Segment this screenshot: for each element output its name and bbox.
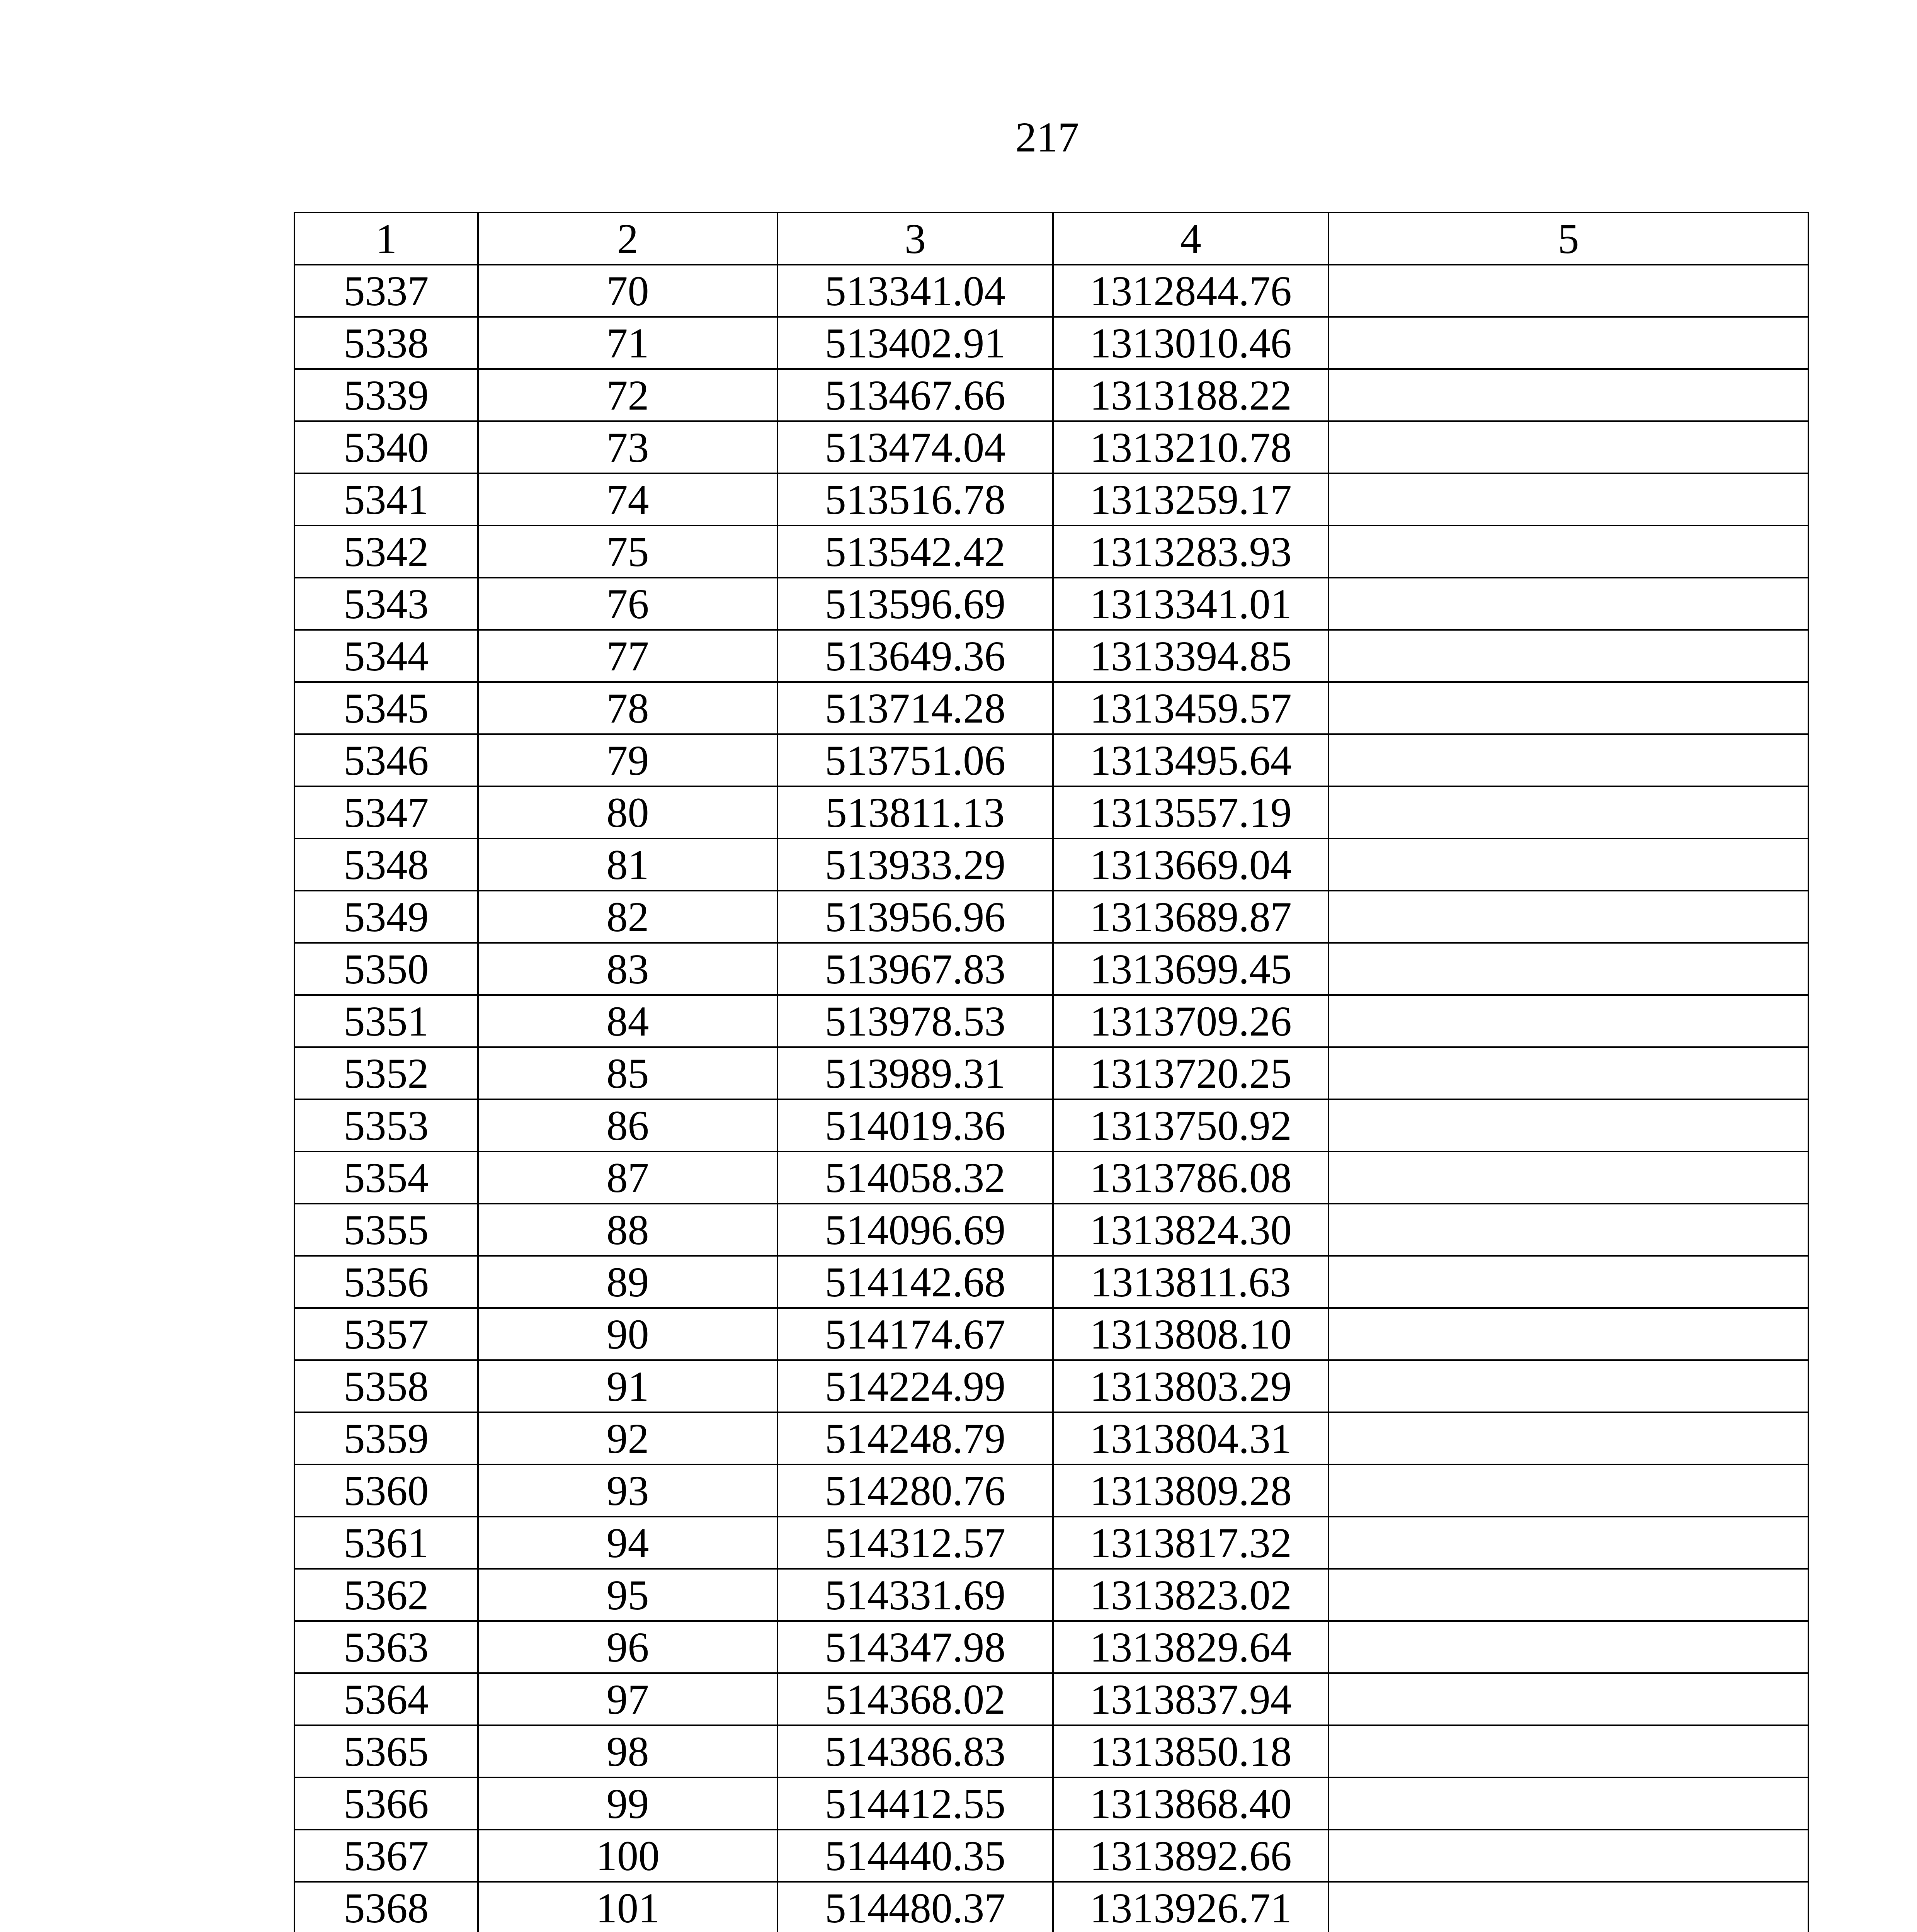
table-cell-col-5 bbox=[1328, 1777, 1808, 1830]
table-cell-col-3: 513967.83 bbox=[777, 943, 1053, 995]
table-cell-col-4: 1313808.10 bbox=[1053, 1308, 1328, 1360]
table-cell-col-2: 74 bbox=[478, 473, 777, 526]
table-cell-col-2: 95 bbox=[478, 1569, 777, 1621]
header-cell-2: 2 bbox=[478, 213, 777, 265]
table-cell-col-4: 1313804.31 bbox=[1053, 1412, 1328, 1464]
table-cell-col-3: 513956.96 bbox=[777, 891, 1053, 943]
table-header-row bbox=[294, 213, 1808, 265]
table-cell-col-3: 513402.91 bbox=[777, 317, 1053, 369]
table-cell-col-5 bbox=[1328, 1151, 1808, 1204]
table-cell-col-1: 5348 bbox=[294, 838, 478, 891]
table-cell-col-3: 514331.69 bbox=[777, 1569, 1053, 1621]
table-cell-col-5 bbox=[1328, 473, 1808, 526]
table-row bbox=[294, 1517, 1808, 1569]
table-cell-col-5 bbox=[1328, 630, 1808, 682]
header-cell-3: 3 bbox=[777, 213, 1053, 265]
table-cell-col-2: 97 bbox=[478, 1673, 777, 1725]
table-cell-col-3: 513978.53 bbox=[777, 995, 1053, 1047]
table-body bbox=[294, 265, 1808, 1932]
table-cell-col-3: 514480.37 bbox=[777, 1882, 1053, 1932]
table-cell-col-4: 1313750.92 bbox=[1053, 1099, 1328, 1151]
table-cell-col-2: 101 bbox=[478, 1882, 777, 1932]
table-cell-col-1: 5342 bbox=[294, 526, 478, 578]
table-cell-col-2: 100 bbox=[478, 1830, 777, 1882]
table-cell-col-5 bbox=[1328, 1360, 1808, 1412]
table-cell-col-3: 513649.36 bbox=[777, 630, 1053, 682]
table-cell-col-4: 1313811.63 bbox=[1053, 1256, 1328, 1308]
table-cell-col-3: 513751.06 bbox=[777, 734, 1053, 786]
table-cell-col-5 bbox=[1328, 1308, 1808, 1360]
table-cell-col-5 bbox=[1328, 265, 1808, 317]
table-row bbox=[294, 1099, 1808, 1151]
table-cell-col-4: 1313868.40 bbox=[1053, 1777, 1328, 1830]
table-cell-col-4: 1313803.29 bbox=[1053, 1360, 1328, 1412]
table-cell-col-1: 5351 bbox=[294, 995, 478, 1047]
table-row bbox=[294, 995, 1808, 1047]
table-cell-col-2: 99 bbox=[478, 1777, 777, 1830]
table-cell-col-5 bbox=[1328, 526, 1808, 578]
table-cell-col-1: 5361 bbox=[294, 1517, 478, 1569]
table-cell-col-1: 5366 bbox=[294, 1777, 478, 1830]
table-cell-col-5 bbox=[1328, 369, 1808, 421]
table-row bbox=[294, 578, 1808, 630]
table-row bbox=[294, 786, 1808, 838]
table-cell-col-4: 1313188.22 bbox=[1053, 369, 1328, 421]
table-cell-col-5 bbox=[1328, 1673, 1808, 1725]
table-cell-col-4: 1313850.18 bbox=[1053, 1725, 1328, 1777]
table-cell-col-3: 514368.02 bbox=[777, 1673, 1053, 1725]
table-cell-col-3: 514248.79 bbox=[777, 1412, 1053, 1464]
table-cell-col-1: 5363 bbox=[294, 1621, 478, 1673]
table-cell-col-5 bbox=[1328, 317, 1808, 369]
table-row bbox=[294, 1725, 1808, 1777]
table-row bbox=[294, 1621, 1808, 1673]
table-cell-col-4: 1313210.78 bbox=[1053, 421, 1328, 473]
table-row bbox=[294, 1047, 1808, 1099]
table-row bbox=[294, 1882, 1808, 1932]
table-cell-col-1: 5357 bbox=[294, 1308, 478, 1360]
table-row bbox=[294, 1360, 1808, 1412]
table-cell-col-5 bbox=[1328, 1099, 1808, 1151]
table-cell-col-2: 96 bbox=[478, 1621, 777, 1673]
table-cell-col-3: 513811.13 bbox=[777, 786, 1053, 838]
table-row bbox=[294, 630, 1808, 682]
table-cell-col-2: 79 bbox=[478, 734, 777, 786]
table-cell-col-3: 514058.32 bbox=[777, 1151, 1053, 1204]
table-cell-col-5 bbox=[1328, 1204, 1808, 1256]
table-cell-col-5 bbox=[1328, 682, 1808, 734]
table-row bbox=[294, 1830, 1808, 1882]
table-cell-col-3: 514096.69 bbox=[777, 1204, 1053, 1256]
table-cell-col-1: 5346 bbox=[294, 734, 478, 786]
header-cell-5: 5 bbox=[1328, 213, 1808, 265]
table-cell-col-4: 1313495.64 bbox=[1053, 734, 1328, 786]
table-cell-col-5 bbox=[1328, 1569, 1808, 1621]
table-cell-col-4: 1313720.25 bbox=[1053, 1047, 1328, 1099]
table-cell-col-2: 71 bbox=[478, 317, 777, 369]
table-cell-col-3: 514174.67 bbox=[777, 1308, 1053, 1360]
table-row bbox=[294, 1464, 1808, 1517]
table-cell-col-4: 1312844.76 bbox=[1053, 265, 1328, 317]
table-cell-col-1: 5353 bbox=[294, 1099, 478, 1151]
table-cell-col-2: 91 bbox=[478, 1360, 777, 1412]
table-cell-col-3: 513474.04 bbox=[777, 421, 1053, 473]
table-cell-col-4: 1313341.01 bbox=[1053, 578, 1328, 630]
table-cell-col-2: 80 bbox=[478, 786, 777, 838]
table-row bbox=[294, 1151, 1808, 1204]
table-cell-col-4: 1313283.93 bbox=[1053, 526, 1328, 578]
table-cell-col-1: 5360 bbox=[294, 1464, 478, 1517]
table-cell-col-4: 1313926.71 bbox=[1053, 1882, 1328, 1932]
table-row bbox=[294, 1777, 1808, 1830]
table-cell-col-4: 1313829.64 bbox=[1053, 1621, 1328, 1673]
table-cell-col-3: 513989.31 bbox=[777, 1047, 1053, 1099]
table-cell-col-5 bbox=[1328, 734, 1808, 786]
table-cell-col-2: 85 bbox=[478, 1047, 777, 1099]
table-cell-col-5 bbox=[1328, 1256, 1808, 1308]
table-cell-col-4: 1313823.02 bbox=[1053, 1569, 1328, 1621]
table-cell-col-5 bbox=[1328, 891, 1808, 943]
table-cell-col-5 bbox=[1328, 1517, 1808, 1569]
table-cell-col-2: 75 bbox=[478, 526, 777, 578]
table-cell-col-4: 1313699.45 bbox=[1053, 943, 1328, 995]
table-cell-col-2: 86 bbox=[478, 1099, 777, 1151]
table-cell-col-1: 5343 bbox=[294, 578, 478, 630]
table-cell-col-4: 1313689.87 bbox=[1053, 891, 1328, 943]
table-cell-col-2: 98 bbox=[478, 1725, 777, 1777]
table-cell-col-2: 84 bbox=[478, 995, 777, 1047]
table-row bbox=[294, 838, 1808, 891]
table-cell-col-1: 5341 bbox=[294, 473, 478, 526]
table-row bbox=[294, 1673, 1808, 1725]
table-cell-col-4: 1313824.30 bbox=[1053, 1204, 1328, 1256]
table-cell-col-3: 514440.35 bbox=[777, 1830, 1053, 1882]
table-cell-col-3: 513516.78 bbox=[777, 473, 1053, 526]
table-cell-col-4: 1313809.28 bbox=[1053, 1464, 1328, 1517]
table-cell-col-2: 92 bbox=[478, 1412, 777, 1464]
table-cell-col-2: 83 bbox=[478, 943, 777, 995]
table-row bbox=[294, 1412, 1808, 1464]
table-cell-col-3: 514224.99 bbox=[777, 1360, 1053, 1412]
table-cell-col-3: 513714.28 bbox=[777, 682, 1053, 734]
table-cell-col-4: 1313010.46 bbox=[1053, 317, 1328, 369]
table-row bbox=[294, 317, 1808, 369]
header-cell-1: 1 bbox=[294, 213, 478, 265]
table-row bbox=[294, 1256, 1808, 1308]
table-cell-col-4: 1313669.04 bbox=[1053, 838, 1328, 891]
table-cell-col-1: 5355 bbox=[294, 1204, 478, 1256]
coordinates-table bbox=[294, 212, 1809, 1932]
table-cell-col-1: 5354 bbox=[294, 1151, 478, 1204]
table-cell-col-4: 1313557.19 bbox=[1053, 786, 1328, 838]
table-cell-col-4: 1313709.26 bbox=[1053, 995, 1328, 1047]
table-cell-col-3: 513542.42 bbox=[777, 526, 1053, 578]
table-cell-col-4: 1313817.32 bbox=[1053, 1517, 1328, 1569]
table-cell-col-4: 1313394.85 bbox=[1053, 630, 1328, 682]
table-cell-col-1: 5362 bbox=[294, 1569, 478, 1621]
table-cell-col-1: 5352 bbox=[294, 1047, 478, 1099]
table-row bbox=[294, 734, 1808, 786]
table-cell-col-2: 78 bbox=[478, 682, 777, 734]
table-cell-col-5 bbox=[1328, 1621, 1808, 1673]
table-cell-col-4: 1313459.57 bbox=[1053, 682, 1328, 734]
table-cell-col-1: 5347 bbox=[294, 786, 478, 838]
table-cell-col-4: 1313786.08 bbox=[1053, 1151, 1328, 1204]
table-row bbox=[294, 421, 1808, 473]
table-cell-col-3: 514386.83 bbox=[777, 1725, 1053, 1777]
table-row bbox=[294, 265, 1808, 317]
table-cell-col-2: 72 bbox=[478, 369, 777, 421]
table-cell-col-5 bbox=[1328, 1412, 1808, 1464]
table-cell-col-4: 1313837.94 bbox=[1053, 1673, 1328, 1725]
table-cell-col-3: 513341.04 bbox=[777, 265, 1053, 317]
table-cell-col-1: 5368 bbox=[294, 1882, 478, 1932]
table-cell-col-3: 514280.76 bbox=[777, 1464, 1053, 1517]
table-cell-col-3: 514142.68 bbox=[777, 1256, 1053, 1308]
table-cell-col-5 bbox=[1328, 1047, 1808, 1099]
table-row bbox=[294, 943, 1808, 995]
table-cell-col-1: 5339 bbox=[294, 369, 478, 421]
table-cell-col-3: 514312.57 bbox=[777, 1517, 1053, 1569]
table-cell-col-5 bbox=[1328, 943, 1808, 995]
table-cell-col-5 bbox=[1328, 1725, 1808, 1777]
table-cell-col-3: 513933.29 bbox=[777, 838, 1053, 891]
table-cell-col-1: 5365 bbox=[294, 1725, 478, 1777]
table-cell-col-2: 93 bbox=[478, 1464, 777, 1517]
table-cell-col-1: 5344 bbox=[294, 630, 478, 682]
table-cell-col-3: 514347.98 bbox=[777, 1621, 1053, 1673]
table-cell-col-2: 82 bbox=[478, 891, 777, 943]
table-cell-col-1: 5367 bbox=[294, 1830, 478, 1882]
table-cell-col-1: 5350 bbox=[294, 943, 478, 995]
table-row bbox=[294, 1308, 1808, 1360]
page-number: 217 bbox=[1015, 114, 1079, 161]
table-cell-col-5 bbox=[1328, 578, 1808, 630]
table-cell-col-2: 88 bbox=[478, 1204, 777, 1256]
table-cell-col-1: 5358 bbox=[294, 1360, 478, 1412]
table-row bbox=[294, 1204, 1808, 1256]
table-cell-col-2: 73 bbox=[478, 421, 777, 473]
table-row bbox=[294, 526, 1808, 578]
table-cell-col-1: 5356 bbox=[294, 1256, 478, 1308]
table-cell-col-1: 5349 bbox=[294, 891, 478, 943]
table-cell-col-5 bbox=[1328, 786, 1808, 838]
table-cell-col-5 bbox=[1328, 838, 1808, 891]
table-cell-col-5 bbox=[1328, 1882, 1808, 1932]
table-cell-col-1: 5338 bbox=[294, 317, 478, 369]
table-cell-col-5 bbox=[1328, 995, 1808, 1047]
table-cell-col-4: 1313892.66 bbox=[1053, 1830, 1328, 1882]
table-cell-col-5 bbox=[1328, 1464, 1808, 1517]
table-cell-col-2: 70 bbox=[478, 265, 777, 317]
table-cell-col-2: 81 bbox=[478, 838, 777, 891]
table-cell-col-1: 5364 bbox=[294, 1673, 478, 1725]
table-cell-col-5 bbox=[1328, 421, 1808, 473]
table-row bbox=[294, 369, 1808, 421]
table-cell-col-2: 94 bbox=[478, 1517, 777, 1569]
table-cell-col-3: 513596.69 bbox=[777, 578, 1053, 630]
table-row bbox=[294, 1569, 1808, 1621]
table-row bbox=[294, 473, 1808, 526]
table-cell-col-2: 90 bbox=[478, 1308, 777, 1360]
table-cell-col-3: 514412.55 bbox=[777, 1777, 1053, 1830]
table-cell-col-3: 514019.36 bbox=[777, 1099, 1053, 1151]
header-cell-4: 4 bbox=[1053, 213, 1328, 265]
table-cell-col-2: 89 bbox=[478, 1256, 777, 1308]
table-cell-col-1: 5359 bbox=[294, 1412, 478, 1464]
table-cell-col-4: 1313259.17 bbox=[1053, 473, 1328, 526]
table-cell-col-3: 513467.66 bbox=[777, 369, 1053, 421]
table-cell-col-5 bbox=[1328, 1830, 1808, 1882]
table-row bbox=[294, 682, 1808, 734]
table-cell-col-2: 87 bbox=[478, 1151, 777, 1204]
table-cell-col-2: 77 bbox=[478, 630, 777, 682]
table-row bbox=[294, 891, 1808, 943]
table-cell-col-2: 76 bbox=[478, 578, 777, 630]
table-cell-col-1: 5337 bbox=[294, 265, 478, 317]
table-cell-col-1: 5345 bbox=[294, 682, 478, 734]
table-cell-col-1: 5340 bbox=[294, 421, 478, 473]
